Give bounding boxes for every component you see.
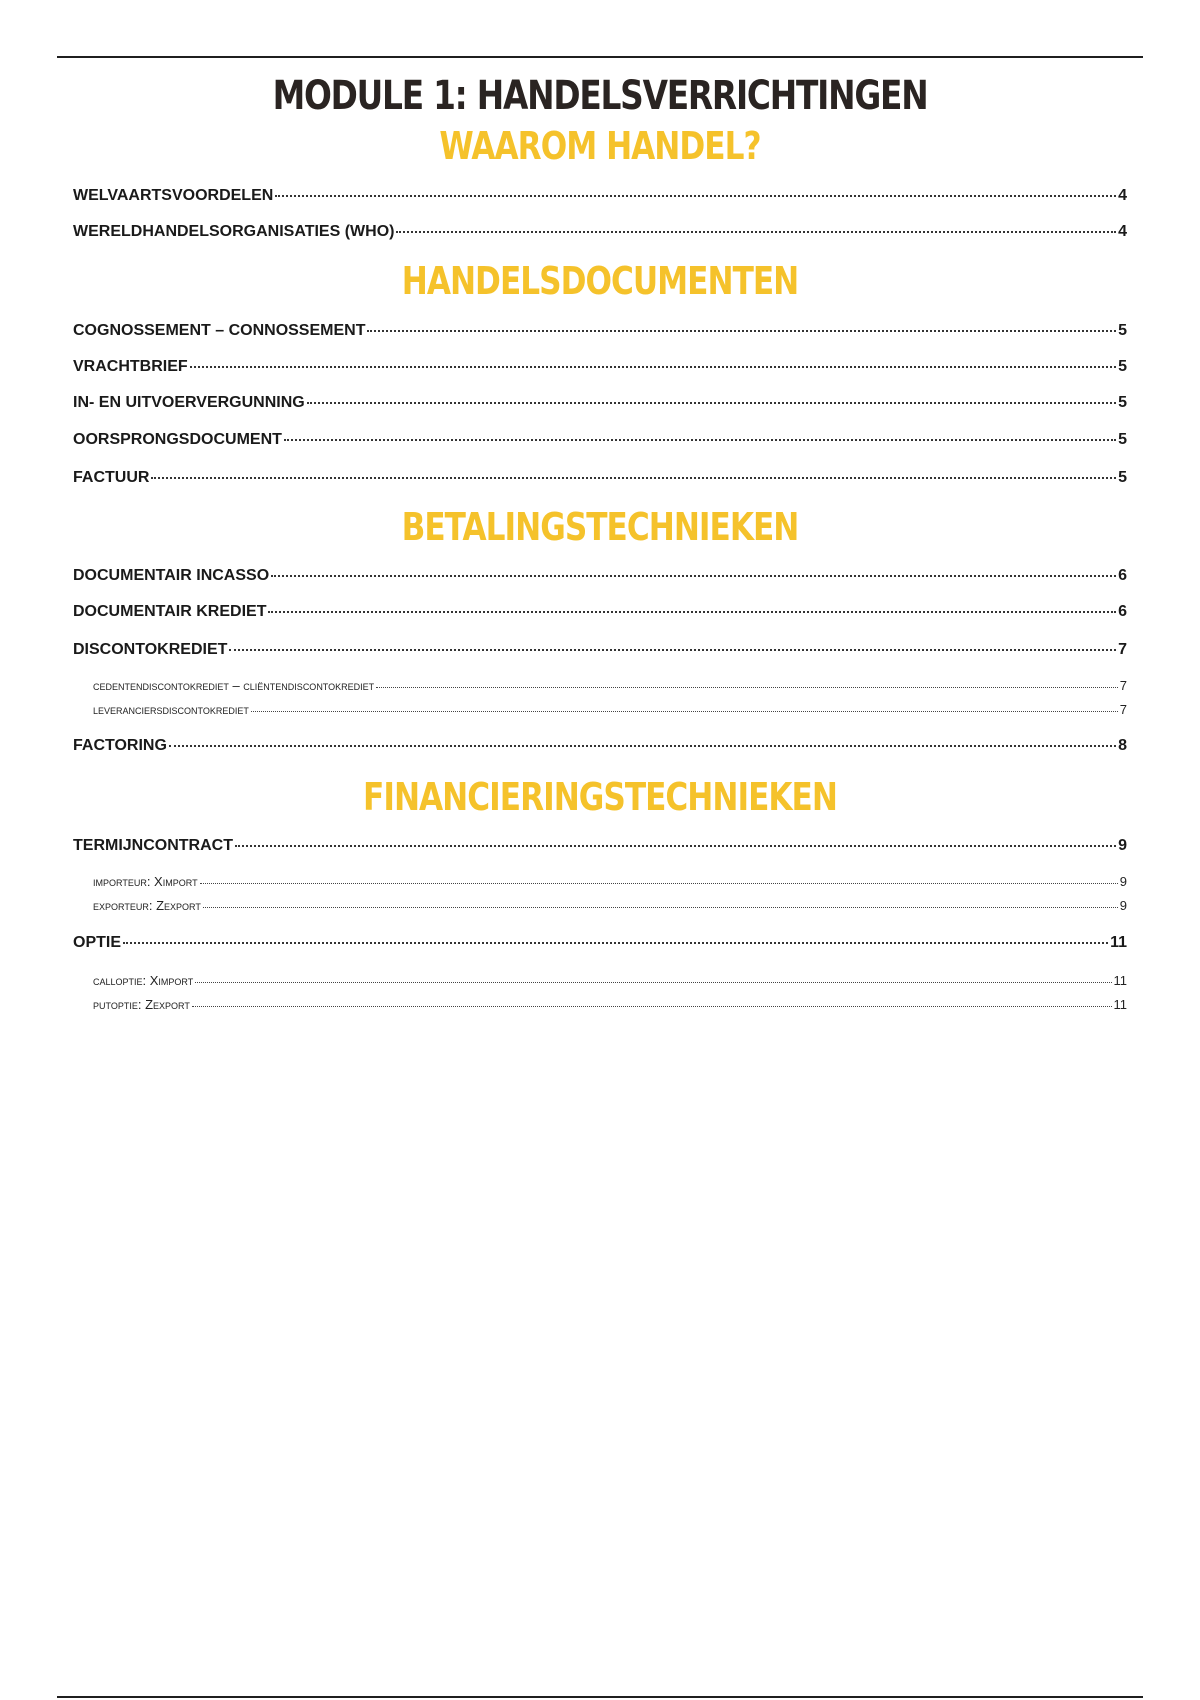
toc-entry-label: DOCUMENTAIR INCASSO [73, 567, 270, 584]
toc-subentry-leveranciersdiscontokrediet[interactable] [93, 701, 1127, 719]
toc-entry-termijncontract[interactable] [73, 835, 1127, 857]
toc-entry-page: 5 [1118, 322, 1127, 339]
toc-entry-page: 11 [1113, 973, 1127, 988]
toc-entry-documentair-incasso[interactable] [73, 565, 1127, 587]
toc-entry-label: OORSPRONGSDOCUMENT [73, 431, 282, 448]
toc-leader-dots [271, 575, 1116, 577]
toc-subentry-calloptie[interactable] [93, 972, 1127, 990]
toc-entry-page: 6 [1118, 567, 1127, 584]
toc-entry-page: 8 [1118, 737, 1127, 754]
toc-entry-label: WELVAARTSVOORDELEN [73, 187, 274, 204]
toc-leader-dots [123, 942, 1108, 944]
toc-entry-page: 9 [1118, 837, 1127, 854]
toc-leader-dots [169, 745, 1116, 747]
toc-entry-page: 11 [1110, 934, 1127, 951]
toc-entry-page: 4 [1118, 187, 1127, 204]
toc-entry-wereldhandelsorganisaties[interactable] [73, 221, 1127, 243]
toc-entry-label: exporteur: Zexport [93, 898, 201, 913]
toc-leader-dots [376, 687, 1118, 688]
section-heading-handelsdocumenten: HANDELSDOCUMENTEN [401, 259, 799, 303]
toc-subentry-putoptie[interactable] [93, 996, 1127, 1014]
toc-leader-dots [275, 195, 1116, 197]
toc-entry-page: 5 [1118, 394, 1127, 411]
toc-entry-page: 9 [1119, 898, 1127, 913]
page-title: MODULE 1: HANDELSVERRICHTINGEN [272, 73, 928, 119]
bottom-rule [57, 1696, 1143, 1698]
toc-entry-label: OPTIE [73, 934, 122, 951]
toc-entry-page: 4 [1118, 223, 1127, 240]
toc-leader-dots [190, 366, 1116, 368]
toc-leader-dots [284, 439, 1116, 441]
toc-entry-page: 5 [1118, 431, 1127, 448]
toc-entry-label: IN- EN UITVOERVERGUNNING [73, 394, 305, 411]
toc-leader-dots [229, 649, 1116, 651]
toc-entry-label: TERMIJNCONTRACT [73, 837, 233, 854]
toc-subentry-cedentendiscontokrediet[interactable] [93, 677, 1127, 695]
toc-leader-dots [307, 402, 1116, 404]
toc-entry-oorsprongsdocument[interactable] [73, 429, 1127, 451]
toc-entry-label: importeur: Ximport [93, 874, 198, 889]
section-heading-financieringstechnieken: FINANCIERINGSTECHNIEKEN [363, 775, 837, 819]
toc-entry-optie[interactable] [73, 932, 1127, 954]
toc-entry-welvaartsvoordelen[interactable] [73, 185, 1127, 207]
toc-entry-page: 5 [1118, 469, 1127, 486]
toc-entry-label: FACTORING [73, 737, 167, 754]
toc-entry-in-en-uitvoervergunning[interactable] [73, 392, 1127, 414]
toc-leader-dots [192, 1006, 1112, 1007]
toc-entry-label: leveranciersdiscontokrediet [93, 702, 249, 717]
toc-entry-page: 5 [1118, 358, 1127, 375]
toc-entry-page: 7 [1118, 641, 1127, 658]
toc-entry-cognossement[interactable] [73, 320, 1127, 342]
toc-entry-page: 11 [1113, 997, 1127, 1012]
toc-leader-dots [200, 883, 1118, 884]
toc-entry-factoring[interactable] [73, 735, 1127, 757]
toc-entry-label: DISCONTOKREDIET [73, 641, 228, 658]
top-rule [57, 56, 1143, 58]
toc-leader-dots [151, 477, 1116, 479]
toc-entry-page: 7 [1119, 702, 1127, 717]
toc-entry-page: 9 [1119, 874, 1127, 889]
toc-leader-dots [251, 711, 1118, 712]
toc-entry-page: 6 [1118, 603, 1127, 620]
toc-leader-dots [203, 907, 1118, 908]
toc-entry-label: FACTUUR [73, 469, 150, 486]
toc-entry-label: DOCUMENTAIR KREDIET [73, 603, 267, 620]
toc-entry-label: putoptie: Zexport [93, 997, 190, 1012]
toc-entry-discontokrediet[interactable] [73, 639, 1127, 661]
toc-leader-dots [367, 330, 1116, 332]
toc-entry-factuur[interactable] [73, 467, 1127, 489]
toc-entry-label: COGNOSSEMENT – CONNOSSEMENT [73, 322, 366, 339]
toc-leader-dots [268, 611, 1116, 613]
toc-entry-label: VRACHTBRIEF [73, 358, 188, 375]
toc-entry-documentair-krediet[interactable] [73, 601, 1127, 623]
toc-leader-dots [396, 231, 1116, 233]
toc-leader-dots [235, 845, 1116, 847]
toc-entry-label: cedentendiscontokrediet – cliëntendiscontokrediet [93, 678, 375, 693]
toc-leader-dots [195, 982, 1111, 983]
section-heading-betalingstechnieken: BETALINGSTECHNIEKEN [401, 505, 799, 549]
toc-entry-vrachtbrief[interactable] [73, 356, 1127, 378]
toc-entry-page: 7 [1119, 678, 1127, 693]
toc-entry-label: calloptie: Ximport [93, 973, 194, 988]
toc-entry-label: WERELDHANDELSORGANISATIES (WHO) [73, 223, 395, 240]
toc-subentry-importeur[interactable] [93, 873, 1127, 891]
section-heading-waarom-handel: WAAROM HANDEL? [439, 124, 761, 168]
toc-subentry-exporteur[interactable] [93, 897, 1127, 915]
